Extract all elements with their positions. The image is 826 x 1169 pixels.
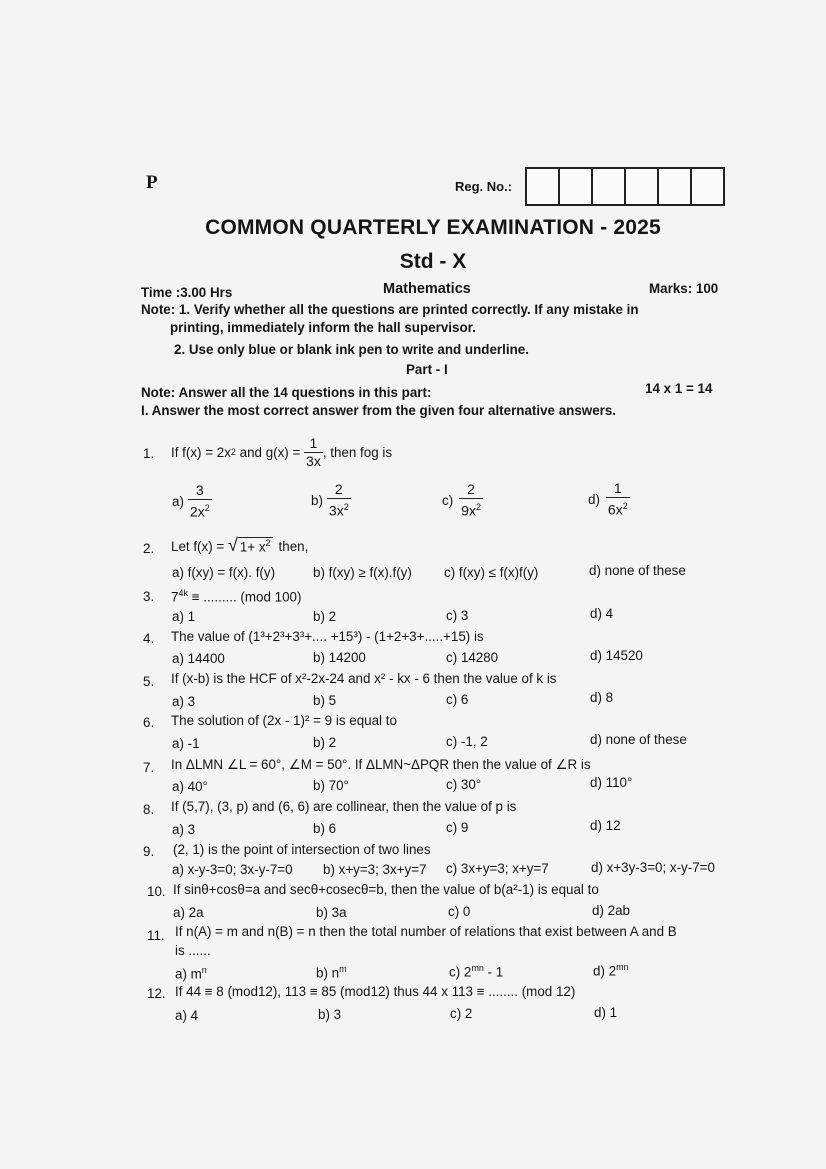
q7-option-a: a) 40° — [172, 779, 208, 794]
part-heading: Part - I — [406, 362, 448, 377]
q6-number: 6. — [143, 715, 155, 730]
q11-c-post: - 1 — [483, 964, 504, 980]
q8-option-c: c) 9 — [446, 820, 469, 835]
reg-no-box — [657, 167, 692, 206]
q1-frac-num: 1 — [309, 434, 318, 451]
q4-option-c: c) 14280 — [446, 650, 499, 665]
q9-option-a: a) x-y-3=0; 3x-y-7=0 — [172, 862, 293, 877]
q2-radicand-sup: 2 — [265, 537, 271, 548]
q11-d-pre: d) 2 — [593, 963, 617, 979]
reg-no-box — [624, 167, 659, 206]
q1-b-den — [327, 498, 351, 520]
q6-option-c: c) -1, 2 — [446, 734, 488, 749]
q1-c-frac — [459, 481, 483, 520]
reg-no-box — [690, 167, 725, 206]
q3-option-d: d) 4 — [590, 606, 614, 621]
q3-option-b: b) 2 — [313, 609, 337, 624]
q11-text-line-1: If n(A) = m and n(B) = n then the total number of relations that exist between A and B — [175, 924, 677, 939]
q11-a-pre: a) m — [175, 966, 202, 982]
q3-option-a: a) 1 — [172, 609, 196, 624]
q1-text — [171, 432, 392, 472]
q1-d-den — [606, 497, 630, 519]
q1-pre: If f(x) = 2x — [171, 444, 231, 460]
q10-option-b: b) 3a — [316, 905, 347, 920]
q2-option-b: b) f(xy) ≥ f(x).f(y) — [313, 565, 412, 580]
q11-b-sup: m — [339, 964, 347, 974]
marks-label: Marks: 100 — [649, 281, 719, 296]
q11-c-sup: mn — [471, 963, 484, 973]
q9-number: 9. — [143, 844, 155, 859]
q1-frac-den: 3x — [306, 452, 321, 469]
q11-a-sup: n — [201, 965, 207, 975]
q1-d-frac — [606, 480, 630, 519]
q9-option-d: d) x+3y-3=0; x-y-7=0 — [591, 860, 715, 875]
q1-c-den-sup: 2 — [475, 502, 481, 512]
q11-option-d — [593, 962, 629, 978]
q1-d-den-sup: 2 — [622, 501, 628, 511]
q2-option-a: a) f(xy) = f(x). f(y) — [172, 565, 276, 580]
q1-c-den-base: 9x — [461, 502, 476, 519]
reg-no-label: Reg. No.: — [455, 179, 513, 194]
q9-option-c: c) 3x+y=3; x+y=7 — [446, 861, 549, 876]
q7-option-c: c) 30° — [446, 777, 482, 792]
time-label: Time :3.00 Hrs — [141, 285, 233, 300]
q11-d-sup: mn — [616, 962, 629, 972]
q1-c-num: 2 — [467, 481, 475, 497]
q2-sqrt — [228, 536, 273, 554]
q9-option-b: b) x+y=3; 3x+y=7 — [323, 862, 427, 877]
q1-a-den-base: 2x — [189, 503, 205, 520]
q4-number: 4. — [143, 631, 155, 646]
q1-b-num: 2 — [334, 481, 343, 497]
q3-text — [171, 588, 301, 604]
reg-no-box — [525, 167, 560, 206]
note-1-line-1: Note: 1. Verify whether all the questions are printed correctly. If any mistake in — [141, 302, 639, 317]
q11-b-pre: b) n — [316, 965, 340, 981]
q10-option-c: c) 0 — [448, 904, 471, 919]
q12-option-c: c) 2 — [450, 1006, 473, 1021]
q1-c-den — [459, 498, 483, 520]
q2-option-d: d) none of these — [589, 563, 686, 578]
q2-radicand-base: 1+ x — [239, 539, 266, 554]
subject: Mathematics — [383, 281, 471, 297]
q2-post: then, — [278, 539, 309, 554]
q2-text — [171, 536, 308, 554]
q1-option-b — [311, 481, 351, 520]
exam-title: COMMON QUARTERLY EXAMINATION - 2025 — [205, 216, 661, 239]
q1-option-d — [588, 480, 630, 519]
q1-c-label: c) — [442, 492, 454, 508]
q1-b-frac — [327, 481, 351, 520]
q11-option-b — [316, 964, 347, 980]
q8-text: If (5,7), (3, p) and (6, 6) are collinear, then the value of p is — [171, 799, 517, 814]
q5-option-c: c) 6 — [446, 692, 469, 707]
q11-c-pre: c) 2 — [449, 964, 472, 980]
q12-text: If 44 ≡ 8 (mod12), 113 ≡ 85 (mod12) thus 44 x 113 ≡ ........ (mod 12) — [175, 984, 576, 999]
note-1-line-2: printing, immediately inform the hall supervisor. — [170, 320, 476, 335]
q1-option-a — [172, 482, 212, 521]
q2-number: 2. — [143, 541, 155, 556]
standard: Std - X — [399, 250, 467, 273]
q3-sup: 4k — [178, 588, 188, 598]
q11-option-c — [449, 963, 503, 979]
q6-option-a: a) -1 — [172, 736, 200, 751]
q10-number: 10. — [147, 884, 166, 899]
q1-a-num: 3 — [195, 482, 204, 498]
q1-mid: and g(x) = — [235, 444, 305, 460]
q5-text: If (x-b) is the HCF of x²-2x-24 and x² - kx - 6 then the value of k is — [171, 671, 557, 686]
q5-number: 5. — [143, 674, 155, 689]
q2-radicand — [238, 537, 273, 554]
q7-option-b: b) 70° — [313, 778, 349, 793]
q7-text: In ΔLMN ∠L = 60°, ∠M = 50°. If ΔLMN~ΔPQR then the value of ∠R is — [171, 757, 591, 772]
reg-no-box — [558, 167, 593, 206]
q3-option-c: c) 3 — [446, 608, 469, 623]
q1-d-num: 1 — [613, 480, 622, 496]
q12-option-d: d) 1 — [594, 1005, 618, 1020]
q3-pre: 7 — [171, 589, 179, 605]
q8-option-b: b) 6 — [313, 821, 337, 836]
q8-number: 8. — [143, 802, 155, 817]
q6-option-d: d) none of these — [590, 732, 687, 747]
q1-d-label: d) — [588, 491, 600, 507]
q4-option-b: b) 14200 — [313, 650, 366, 665]
q1-a-den-sup: 2 — [204, 503, 210, 513]
q6-option-b: b) 2 — [313, 735, 337, 750]
q11-number: 11. — [147, 928, 165, 943]
q2-option-c: c) f(xy) ≤ f(x)f(y) — [444, 565, 539, 580]
q10-option-a: a) 2a — [173, 905, 204, 920]
q8-option-a: a) 3 — [172, 822, 196, 837]
part-marks: 14 x 1 = 14 — [645, 381, 713, 396]
q12-number: 12. — [147, 986, 166, 1001]
series-code: P — [146, 172, 158, 193]
q10-option-d: d) 2ab — [592, 903, 630, 918]
q7-number: 7. — [143, 760, 155, 775]
q5-option-a: a) 3 — [172, 694, 196, 709]
q5-option-d: d) 8 — [590, 690, 614, 705]
q3-post: ≡ ......... (mod 100) — [187, 589, 302, 605]
q8-option-d: d) 12 — [590, 818, 621, 833]
reg-no-boxes — [527, 167, 725, 206]
q1-post: , then fog is — [322, 444, 393, 460]
q10-text: If sinθ+cosθ=a and secθ+cosecθ=b, then the value of b(a²-1) is equal to — [173, 882, 599, 897]
q5-option-b: b) 5 — [313, 693, 337, 708]
q4-option-d: d) 14520 — [590, 648, 643, 663]
q4-option-a: a) 14400 — [172, 651, 225, 666]
q1-b-den-sup: 2 — [343, 502, 349, 512]
q1-a-label: a) — [172, 493, 184, 509]
q1-sup: 2 — [230, 447, 236, 457]
q1-option-c — [442, 481, 483, 520]
instruction: I. Answer the most correct answer from the given four alternative answers. — [141, 403, 617, 418]
q1-fraction — [304, 435, 323, 470]
reg-no-box — [591, 167, 626, 206]
q1-a-frac — [188, 482, 212, 521]
q1-d-den-base: 6x — [607, 501, 623, 518]
q9-text: (2, 1) is the point of intersection of two lines — [173, 842, 431, 857]
q2-pre: Let f(x) = — [171, 539, 228, 554]
part-note: Note: Answer all the 14 questions in this part: — [141, 385, 432, 400]
q1-number: 1. — [143, 446, 155, 461]
q12-option-a: a) 4 — [175, 1008, 199, 1023]
q7-option-d: d) 110° — [590, 775, 633, 790]
q4-text: The value of (1³+2³+3³+.... +15³) - (1+2+3+.....+15) is — [171, 629, 484, 644]
q6-text: The solution of (2x - 1)² = 9 is equal to — [171, 713, 397, 728]
q3-number: 3. — [143, 589, 155, 604]
q11-option-a — [175, 965, 207, 981]
q12-option-b: b) 3 — [318, 1007, 342, 1022]
note-2: 2. Use only blue or blank ink pen to write and underline. — [174, 342, 529, 357]
q11-text-line-2: is ...... — [175, 943, 211, 958]
q1-b-label: b) — [311, 492, 323, 508]
q1-b-den-base: 3x — [328, 502, 344, 519]
q1-a-den — [188, 499, 212, 521]
sqrt-icon: √ — [227, 535, 238, 555]
